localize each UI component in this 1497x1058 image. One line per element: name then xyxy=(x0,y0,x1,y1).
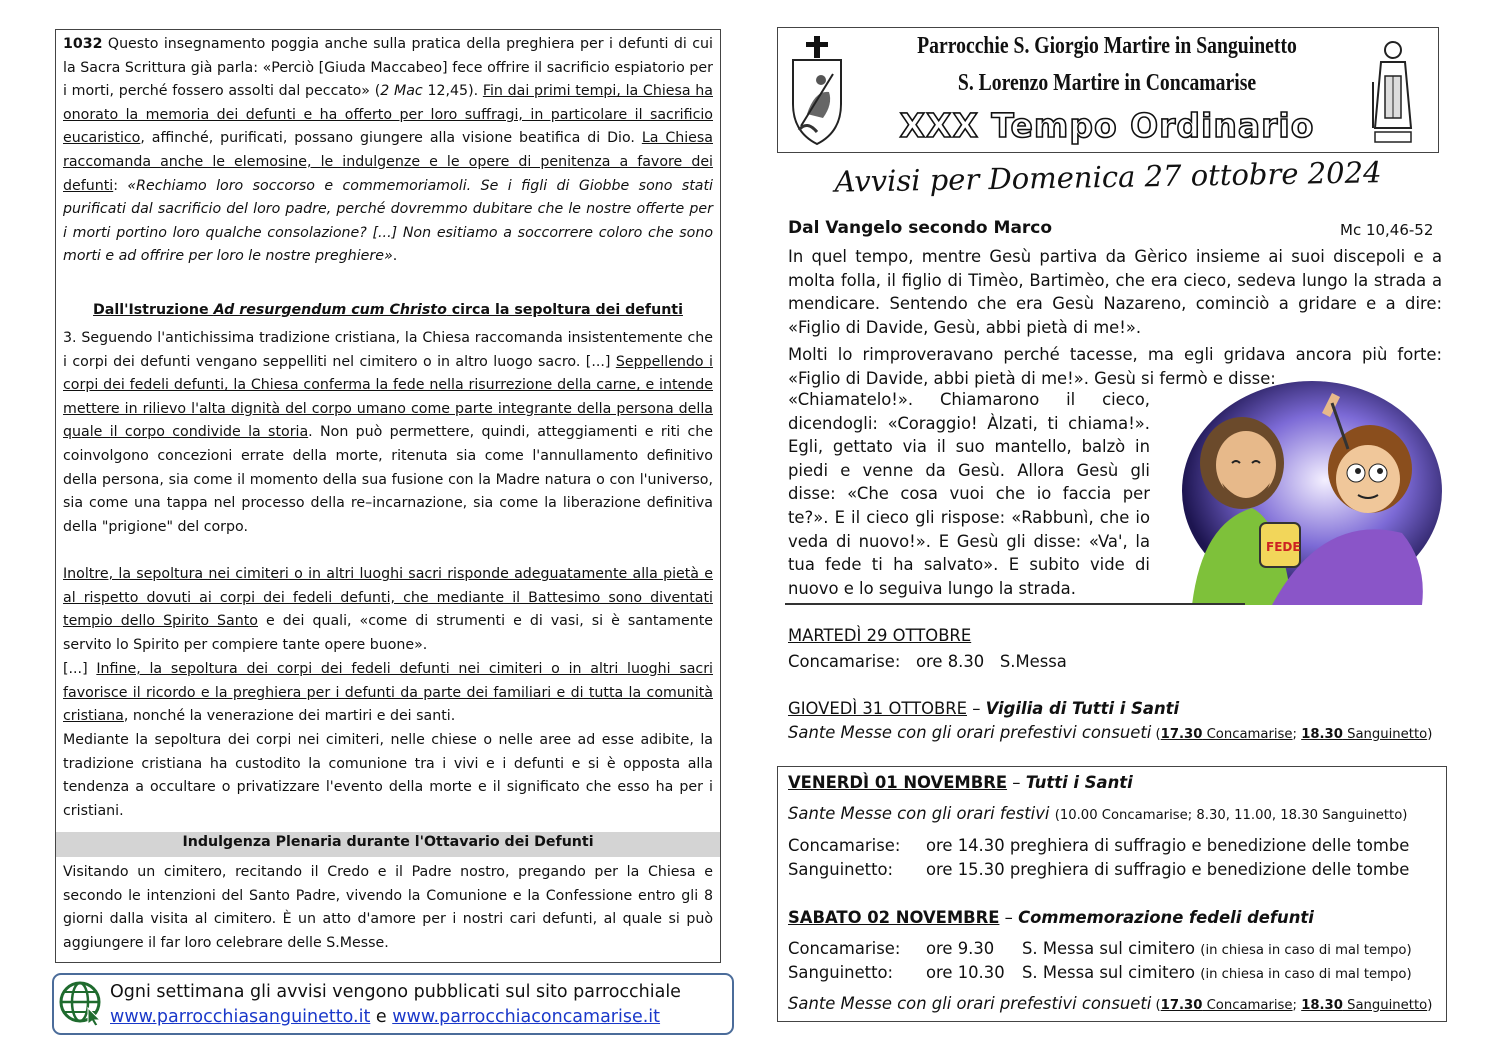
st-george-emblem-icon xyxy=(787,34,847,150)
gospel-paragraph-3: «Chiamatelo!». Chiamarono il cieco, dicendogli: «Coraggio! Àlzati, ti chiama!». Egli, gettato via il suo mantello, balzò in piedi e venne da Gesù. Allora Gesù gli disse: «Che cosa vuoi che io faccia per te?». E il cieco gli rispose: «Rabbunì, che io veda di nuovo!». E Gesù gli disse: «Va', la tua fede ti ha salvato». E subito vide di nuovo e lo seguiva lungo la strada. xyxy=(788,390,1150,598)
gospel-reference: Mc 10,46-52 xyxy=(1340,221,1434,239)
indulgence-text: Visitando un cimitero, recitando il Credo e il Padre nostro, pregando per la Chiesa e secondo le intenzioni del Santo Padre, vivendo la Comunione e la Confessione entro gli 8 giorni dalla visita al cimitero. È un atto d'amore per i nostri cari defunti, al quale si può aggiungere il far loro celebrare delle S.Messe. xyxy=(63,864,713,951)
globe-icon xyxy=(58,980,104,1026)
st-lawrence-figure-icon xyxy=(1365,36,1421,148)
parish-name-line2: S. Lorenzo Martire in Concamarise xyxy=(957,70,1257,96)
saturday-heading: SABATO 02 NOVEMBRE – Commemorazione fedeli defunti xyxy=(788,908,1314,927)
saturday-sanguinetto: Sanguinetto: ore 10.30 S. Messa sul cimitero (in chiesa in caso di mal tempo) xyxy=(788,963,1412,982)
friday-heading: VENERDÌ 01 NOVEMBRE – Tutti i Santi xyxy=(788,773,1133,792)
jar-label: FEDE xyxy=(1266,540,1301,554)
jesus-healing-blind-man-illustration xyxy=(1172,373,1444,605)
saturday-concamarise: Concamarise: ore 9.30 S. Messa sul cimitero (in chiesa in caso di mal tempo) xyxy=(788,939,1412,958)
indulgence-title: Indulgenza Plenaria durante l'Ottavario dei Defunti xyxy=(182,834,594,850)
tuesday-mass: Concamarise: ore 8.30 S.Messa xyxy=(788,652,1067,671)
link-sanguinetto[interactable]: www.parrocchiasanguinetto.it xyxy=(110,1007,371,1027)
paragraph-number: 1032 xyxy=(63,36,103,52)
gospel-title: Dal Vangelo secondo Marco xyxy=(788,218,1053,238)
instruction-paragraph-inoltre: Inoltre, la sepoltura nei cimiteri o in altri luoghi sacri risponde adeguatamente alla pietà e al rispetto dovuti ai corpi dei fedeli defunti, che mediante il Battesimo sono diventati tempio dello Spirito Santo e dei quali, «come di strumenti e di vasi, si è santamente servito lo Spirito per compiere tante opere buone». xyxy=(63,566,713,653)
thursday-heading: GIOVEDÌ 31 OTTOBRE – Vigilia di Tutti i Santi xyxy=(788,699,1180,718)
instruction-paragraph-infine: [...] Infine, la sepoltura dei corpi dei fedeli defunti nei cimiteri o in altri luoghi sacri favorisce il ricordo e la preghiera per i defunti da parte dei familiari e di tutta la comunità cristiana, nonché la venerazione dei martiri e dei santi. xyxy=(63,661,713,725)
parish-name-line1: Parrocchie S. Giorgio Martire in Sanguinetto xyxy=(917,33,1297,59)
instruction-paragraph-3: 3. Seguendo l'antichissima tradizione cristiana, la Chiesa raccomanda insistentemente che i corpi dei defunti vengano seppelliti nel cimitero o in altro luogo sacro. [...] Seppellendo i corpi dei fedeli defunti, la Chiesa conferma la fede nella risurrezione della carne, e intende mettere in rilievo l'alta dignità del corpo umano come parte integrante della persona della quale il corpo condivide la storia. Non può permettere, quindi, atteggiamenti e riti che coinvolgono concezioni errate della morte, ritenuta sia come l'annullamento definitivo della persona, sia come il momento della sua fusione con la Madre natura o con l'universo, sia come una tappa nel processo della re–incarnazione, sia come la liberazione definitiva della "prigione" del corpo. xyxy=(63,330,713,535)
catechism-paragraph-1032: 1032 Questo insegnamento poggia anche sulla pratica della preghiera per i defunti di cui la Sacra Scrittura già parla: «Perciò [Giuda Maccabeo] fece offrire il sacrificio espiatorio per i morti, perché fossero assolti dal peccato» (2 Mac 12,45). Fin dai primi tempi, la Chiesa ha onorato la memoria dei defunti e ha offerto per loro suffragi, in particolare il sacrificio eucaristico, affinché, purificati, possano giungere alla visione beatifica di Dio. La Chiesa raccomanda anche le elemosine, le indulgenze e le opere di penitenza a favore dei defunti: «Rechiamo loro soccorso e commemoriamoli. Se i figli di Giobbe sono stati purificati dal sacrificio del loro padre, perché dovremmo dubitare che le nostre offerte per i morti portino loro qualche consolazione? [...] Non esitiamo a soccorrere coloro che sono morti e ad offrire per loro le nostre preghiere». xyxy=(63,36,713,265)
instruction-paragraph-mediante: Mediante la sepoltura dei corpi nei cimiteri, nelle chiese o nelle aree ad esse adibite, la tradizione cristiana ha custodito la comunione tra i vivi e i defunti e si è opposta alla tendenza a occultare o privatizzare l'evento della morte e il significato che esso ha per i cristiani. xyxy=(63,732,713,819)
footer-text: Ogni settimana gli avvisi vengono pubblicati sul sito parrocchiale www.parrocchiasanguinetto.it e www.parrocchiaconcamarise.it xyxy=(110,982,681,1027)
link-concamarise[interactable]: www.parrocchiaconcamarise.it xyxy=(392,1007,661,1027)
friday-concamarise: Concamarise: ore 14.30 preghiera di suffragio e benedizione delle tombe xyxy=(788,836,1410,855)
gospel-paragraph-2: Molti lo rimproveravano perché tacesse, ma egli gridava ancora più forte: «Figlio di Davide, abbi pietà di me!». Gesù si fermò e disse: xyxy=(788,345,1442,388)
footer-line1: Ogni settimana gli avvisi vengono pubblicati sul sito parrocchiale xyxy=(110,982,681,1002)
instruction-section-title: Dall'Istruzione Ad resurgendum cum Christo circa la sepoltura dei defunti xyxy=(93,302,683,318)
friday-masses: Sante Messe con gli orari festivi (10.00 Concamarise; 8.30, 11.00, 18.30 Sanguinetto) xyxy=(788,804,1408,823)
gospel-paragraph-1: In quel tempo, mentre Gesù partiva da Gèrico insieme ai suoi discepoli e a molta folla, il figlio di Timèo, Bartimèo, che era cieco, sedeva lungo la strada a mendicare. Sentendo che era Gesù Nazareno, cominciò a gridare e a dire: «Figlio di Davide, Gesù, abbi pietà di me!». xyxy=(788,247,1442,337)
notice-date: Avvisi per Domenica 27 ottobre 2024 xyxy=(834,155,1382,199)
gospel-separator xyxy=(785,603,1245,605)
saturday-prefestive-masses: Sante Messe con gli orari prefestivi consueti (17.30 Concamarise; 18.30 Sanguinetto) xyxy=(788,994,1433,1013)
tuesday-heading: MARTEDÌ 29 OTTOBRE xyxy=(788,626,972,645)
friday-sanguinetto: Sanguinetto: ore 15.30 preghiera di suffragio e benedizione delle tombe xyxy=(788,860,1410,879)
liturgical-sunday-title: XXX Tempo Ordinario xyxy=(899,106,1315,145)
thursday-masses: Sante Messe con gli orari prefestivi consueti (17.30 Concamarise; 18.30 Sanguinetto) xyxy=(788,723,1433,742)
